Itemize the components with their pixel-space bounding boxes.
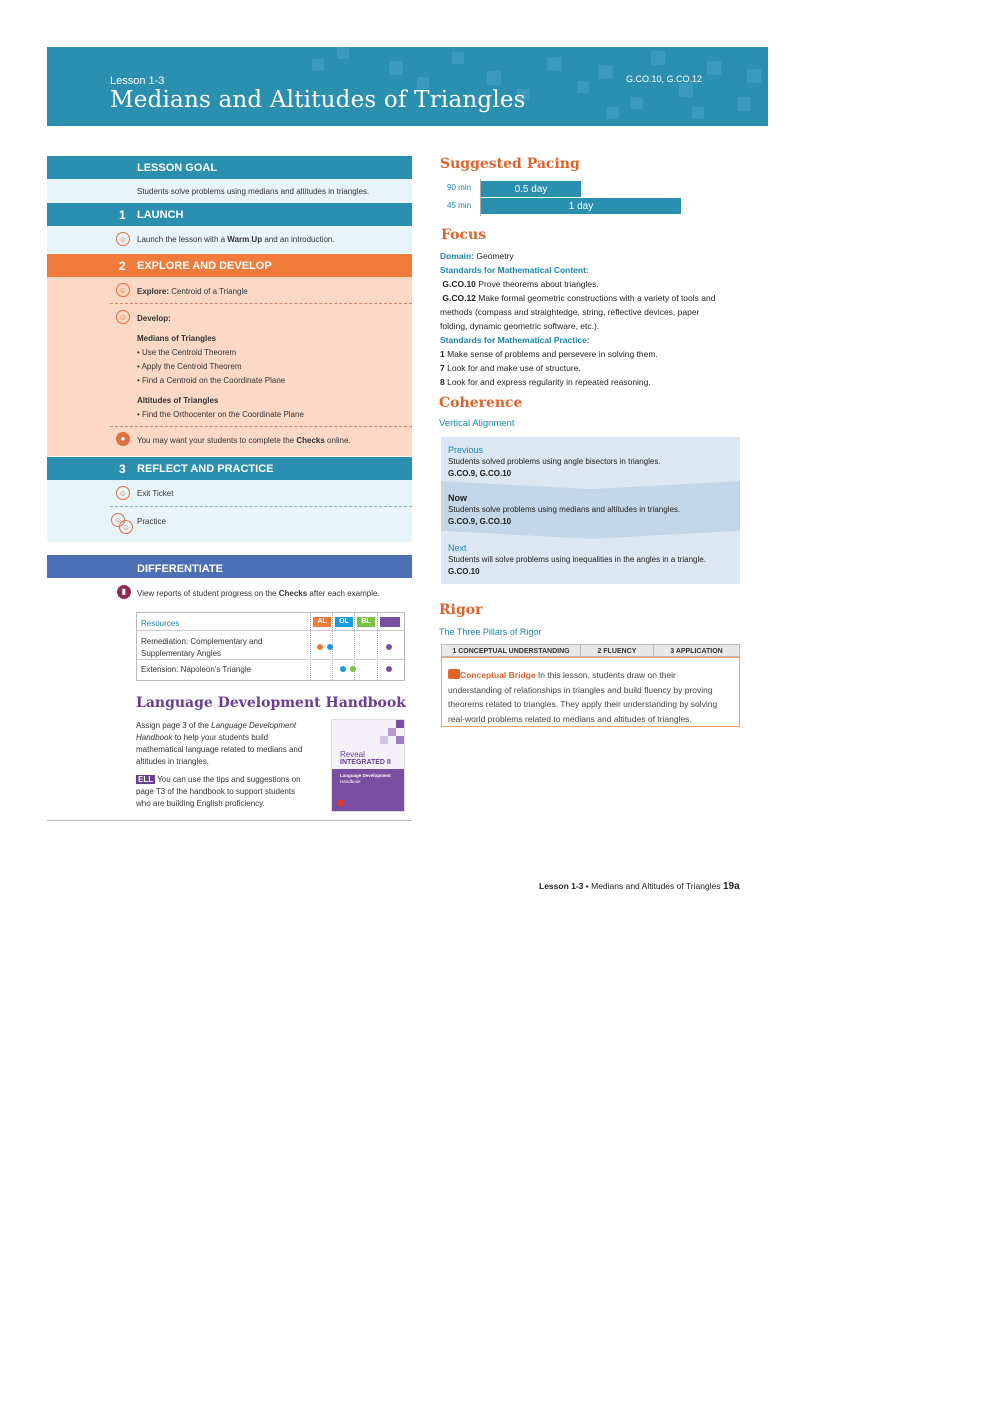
pacing-label: 90 min [447,183,472,192]
pacing-label: 45 min [447,201,472,210]
coherence-previous: Previous Students solved problems using angle bisectors in triangles. G.CO.9, G.CO.10 [448,445,661,478]
coherence-heading: Coherence [439,395,523,411]
reflect-body [47,480,412,542]
group-icon: ☺ [116,283,130,297]
person-pair-icon: ☺ [119,520,133,534]
medians-item: • Apply the Centroid Theorem [137,362,242,371]
lesson-standards: G.CO.10, G.CO.12 [625,74,702,84]
reflect-header: 3 REFLECT AND PRACTICE [47,457,412,480]
coherence-next: Next Students will solve problems using inequalities in the angles in a triangle. G.CO.10 [448,543,706,576]
launch-body [47,226,412,253]
ldh-heading: Language Development Handbook [136,695,406,711]
lesson-title: Medians and Altitudes of Triangles [110,87,526,113]
medians-item: • Use the Centroid Theorem [137,348,237,357]
lesson-number: Lesson 1-3 [110,75,165,87]
explore-item: Explore: Centroid of a Triangle [137,287,248,296]
lesson-banner [47,47,768,126]
rigor-sub: The Three Pillars of Rigor [439,627,542,637]
medians-item: • Find a Centroid on the Coordinate Plane [137,376,286,385]
explore-body [47,277,412,456]
pacing-heading: Suggested Pacing [440,156,580,172]
coherence-sub: Vertical Alignment [439,418,515,429]
pacing-bar-45: 1 day [481,198,681,214]
pacing-bar-90: 0.5 day [481,181,581,197]
pillar-fluency: 2 FLUENCY [580,644,654,657]
tag-ell: ELL [380,617,400,627]
tag-al: AL [313,617,331,627]
resources-table [136,612,405,681]
practice-link[interactable]: Practice [137,517,166,526]
differentiate-text: View reports of student progress on the Checks after each example. [137,589,380,598]
ldh-ell-paragraph: ELL You can use the tips and suggestions on page T3 of the handbook to support students who are building English proficiency. [136,775,301,808]
medians-heading: Medians of Triangles [137,334,217,343]
tag-ol: OL [335,617,353,627]
table-row: Remediation: Complementary and Supplementary Angles [137,630,404,659]
chart-icon: ▮ [117,585,131,599]
lesson-goal-header: LESSON GOAL [47,156,412,179]
pillar-conceptual: 1 CONCEPTUAL UNDERSTANDING [441,644,581,657]
coherence-now: Now Students solve problems using medians and altitudes in triangles. G.CO.9, G.CO.10 [448,493,681,526]
ldh-paragraph: Assign page 3 of the Language Development Handbook to help your students build mathematical language related to medians and altitudes in triangles. [136,721,303,766]
bridge-icon [448,669,460,679]
altitudes-heading: Altitudes of Triangles [137,396,219,405]
differentiate-header: DIFFERENTIATE [47,555,412,578]
conceptual-bridge: Conceptual Bridge In this lesson, students draw on their understanding of relationships in triangles and build fluency by proving theorems related to triangles. They apply their understanding by solving real-world problems related to medians and altitudes of triangles. [448,670,718,724]
person-icon: ● [116,432,130,446]
checks-text: You may want your students to complete the Checks online. [137,436,351,445]
altitudes-item: • Find the Orthocenter on the Coordinate Plane [137,410,304,419]
group-icon: ☺ [116,310,130,324]
table-row: Extension: Napoleon's Triangle [137,659,404,680]
tag-bl: BL [357,617,375,627]
develop-label: Develop: [137,314,171,323]
focus-heading: Focus [441,227,487,243]
resources-header: Resources [141,619,180,628]
focus-body: Domain: Geometry Standards for Mathematical Content: G.CO.10 Prove theorems about triangles. G.CO.12 Make formal geometric constructions with a variety of tools and methods (compass and straightedge, string, reflective devices, paper folding, dynamic geometric software, etc.). Standards for Mathematical Practice: 1 Make sense of problems and persevere in solving them. 7 Look for and make use of structure. 8 Look for and express regularity in repeated reasoning. [440,251,716,387]
group-icon: ☺ [116,232,130,246]
person-pair-icon: ☺ [111,513,125,527]
lesson-goal-text: Students solve problems using medians and altitudes in triangles. [137,187,370,196]
explore-header: 2 EXPLORE AND DEVELOP [47,254,412,277]
pillar-application: 3 APPLICATION [653,644,740,657]
page-footer: Lesson 1-3 • Medians and Altitudes of Triangles 19a [539,881,740,892]
rigor-heading: Rigor [439,602,483,618]
exit-ticket-link[interactable]: Exit Ticket [137,489,174,498]
lesson-goal-body [47,179,412,203]
handbook-cover: Reveal INTEGRATED II Language Development Handbook [331,719,405,812]
ell-badge: ELL [138,775,154,784]
launch-header: 1 LAUNCH [47,203,412,226]
launch-text: Launch the lesson with a Warm Up and an introduction. [137,235,335,244]
group-icon: ☺ [116,486,130,500]
